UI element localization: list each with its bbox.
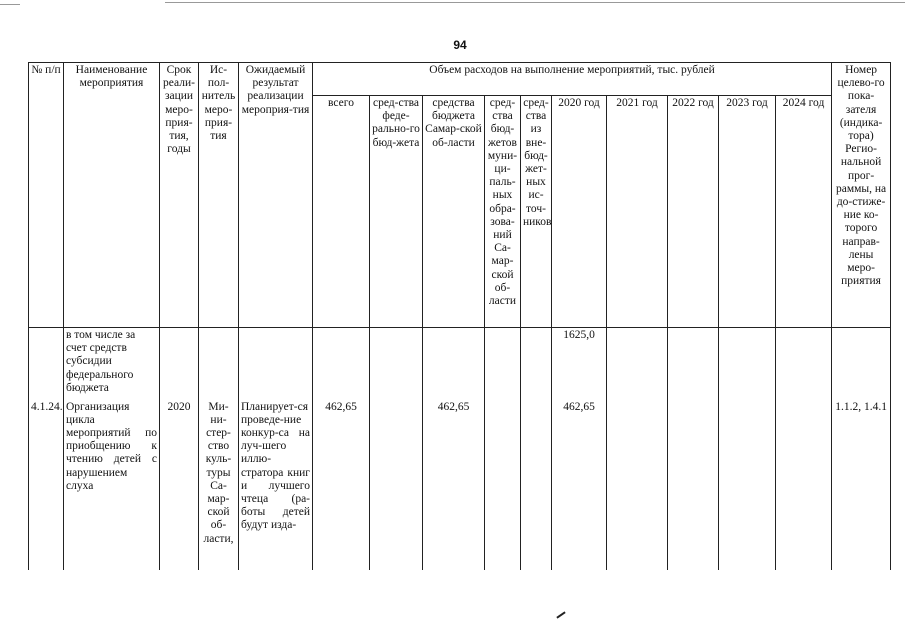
row-term: [160, 328, 199, 400]
row-extra: [521, 400, 552, 570]
row-name: в том числе за счет средств субсидии федерального бюджета: [64, 328, 160, 400]
row-name: Организация цикла мероприятий по приобщению к чтению детей с нарушением слуха: [64, 400, 160, 570]
row-2023: [719, 400, 776, 570]
page-number: 94: [453, 38, 467, 52]
row-regional: [423, 328, 485, 400]
row-executor: [199, 328, 239, 400]
row-num: [29, 328, 64, 400]
expenses-table: [28, 62, 891, 570]
row-2020: 462,65: [552, 400, 607, 570]
table-row: [29, 328, 891, 400]
header-2024: 2024 год: [776, 96, 832, 328]
row-2021: [607, 328, 668, 400]
header-indicator: Номер целево-го пока-зателя (индика-тора) Регио-нальной прог-раммы, на до-стиже-ние ко-торого направ-лены меро-приятия: [832, 63, 891, 328]
row-executor: Ми-ни-стер-ство куль-туры Са-мар-ской об-ласти,: [199, 400, 239, 570]
header-expenses-group: Объем расходов на выполнение мероприятий, тыс. рублей: [313, 63, 832, 96]
header-total: всего: [313, 96, 370, 328]
header-num: № п/п: [29, 63, 64, 328]
header-result: Ожидаемый результат реализации мероприя-тия: [239, 63, 313, 328]
row-2020: 1625,0: [552, 328, 607, 400]
header-extra: сред-ства из вне-бюд-жет-ных ис-точ-ников: [521, 96, 552, 328]
row-indicator: 1.1.2, 1.4.1: [832, 400, 891, 570]
row-result: Планирует-ся проведе-ние конкур-са на луч-шего иллю-стратора книг и лучшего чтеца (ра-боты детей будут изда-: [239, 400, 313, 570]
row-2024: [776, 328, 832, 400]
row-num: 4.1.24.: [29, 400, 64, 570]
header-row-1: [29, 63, 891, 96]
row-term: 2020: [160, 400, 199, 570]
header-2023: 2023 год: [719, 96, 776, 328]
row-municipal: [485, 328, 521, 400]
row-total: [313, 328, 370, 400]
row-2022: [668, 328, 719, 400]
scan-edge-top: [0, 4, 20, 5]
row-federal: [370, 328, 423, 400]
row-result: [239, 328, 313, 400]
header-federal: сред-ства феде-рально-го бюд-жета: [370, 96, 423, 328]
row-2023: [719, 328, 776, 400]
row-federal: [370, 400, 423, 570]
scan-mark: [556, 611, 565, 618]
row-indicator: [832, 328, 891, 400]
row-total: 462,65: [313, 400, 370, 570]
row-extra: [521, 328, 552, 400]
header-2022: 2022 год: [668, 96, 719, 328]
row-2021: [607, 400, 668, 570]
header-executor: Ис-пол-нитель меро-прия-тия: [199, 63, 239, 328]
header-municipal: сред-ства бюд-жетов муни-ци-паль-ных обра-зова-ний Са-мар-ской об-ласти: [485, 96, 521, 328]
table-row: [29, 400, 891, 570]
row-2022: [668, 400, 719, 570]
header-2020: 2020 год: [552, 96, 607, 328]
header-term: Срок реали-зации меро-прия-тия, годы: [160, 63, 199, 328]
header-regional: средства бюджета Самар-ской об-ласти: [423, 96, 485, 328]
header-2021: 2021 год: [607, 96, 668, 328]
row-2024: [776, 400, 832, 570]
row-municipal: [485, 400, 521, 570]
scan-edge-top-right: [165, 2, 905, 3]
header-name: Наименование мероприятия: [64, 63, 160, 328]
row-regional: 462,65: [423, 400, 485, 570]
